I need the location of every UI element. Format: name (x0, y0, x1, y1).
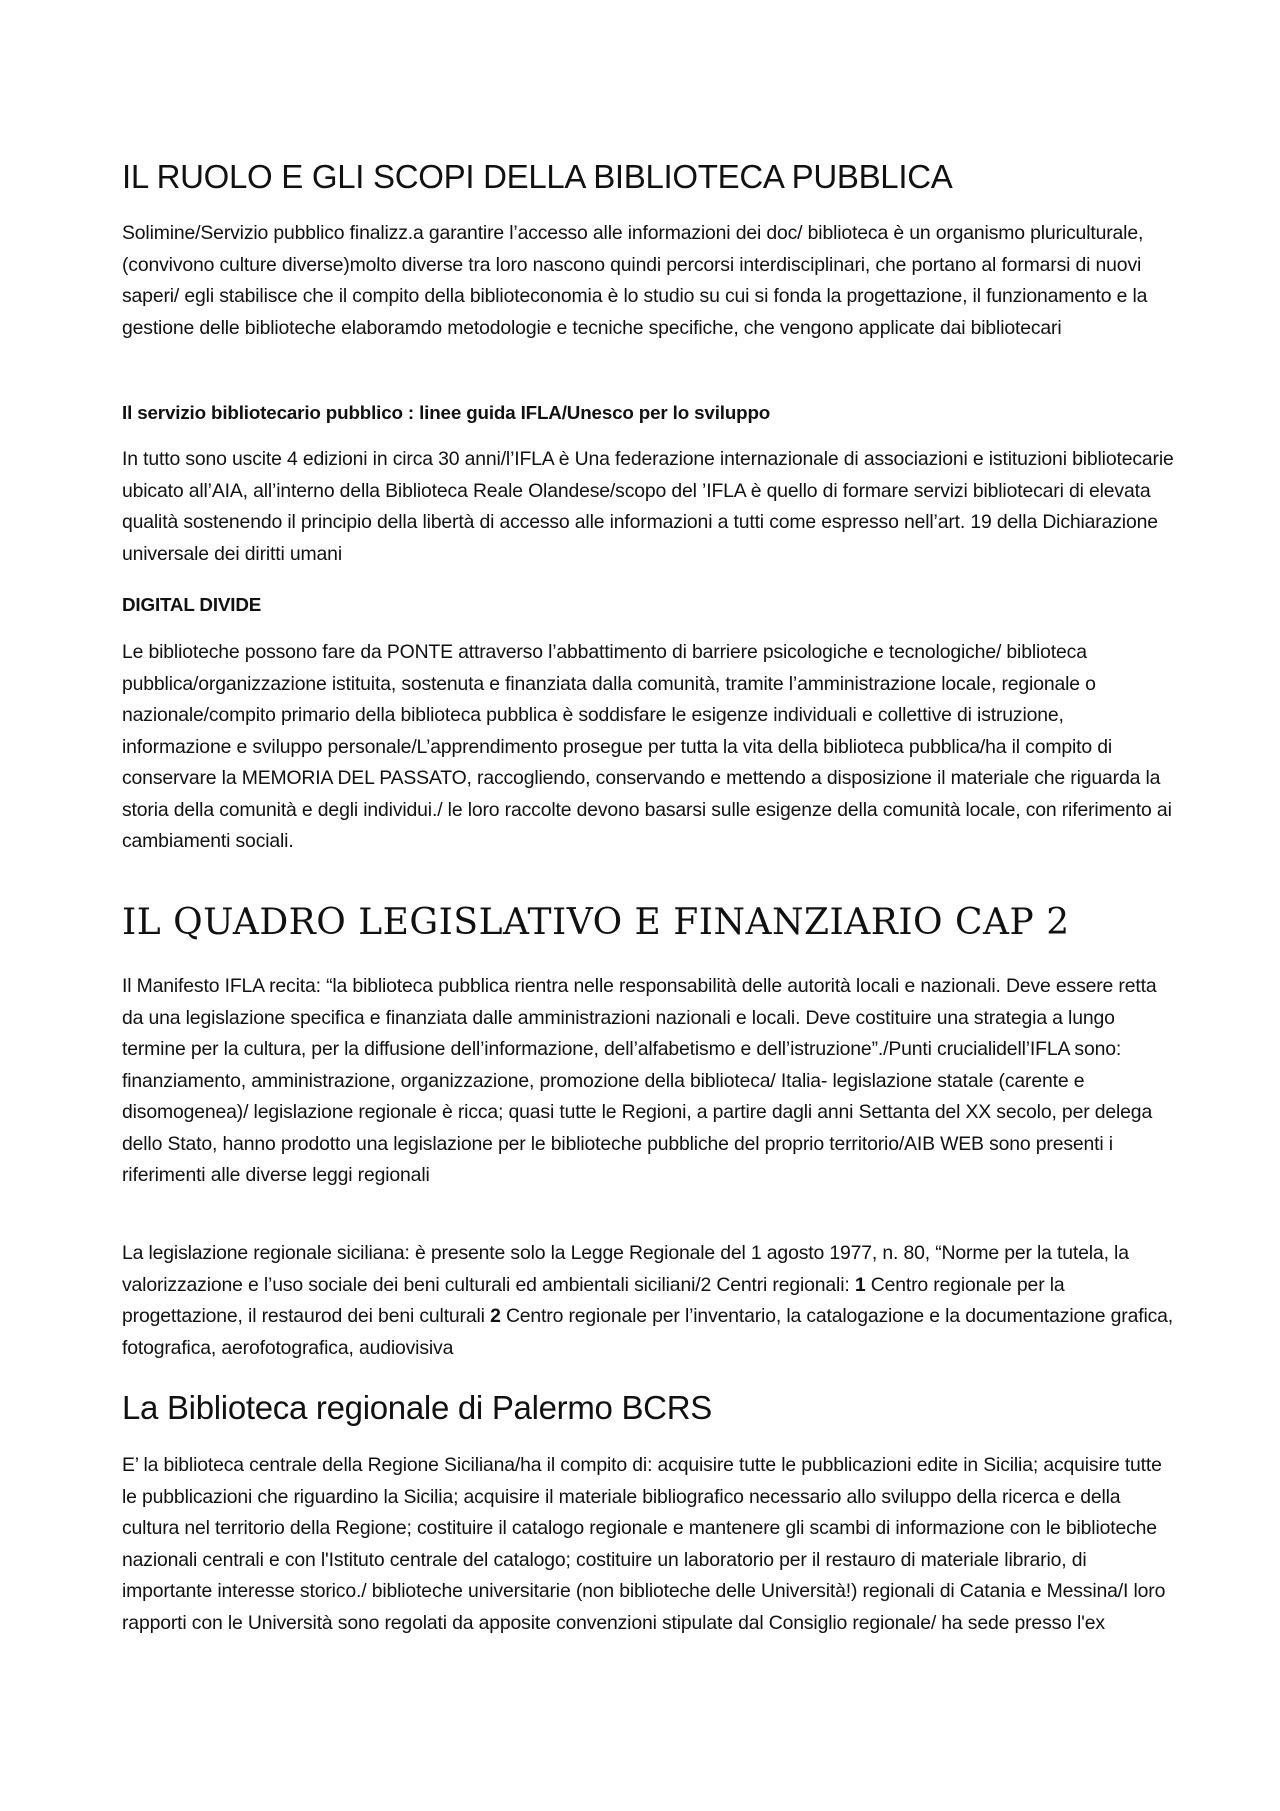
paragraph-manifesto-ifla: Il Manifesto IFLA recita: “la biblioteca pubblica rientra nelle responsabilità delle autorità locali e nazionali. Deve essere retta da una legislazione specifica e finanziata dalle amministrazioni nazionali e locali. Deve costituire una strategia a lungo termine per la cultura, per la diffusione dell’informazione, dell’alfabetismo e dell’istruzione”./Punti crucialidell’IFLA sono: finanziamento, amministrazione, organizzazione, promozione della biblioteca/ Italia- legislazione statale (carente e disomogenea)/ legislazione regionale è ricca; quasi tutte le Regioni, a partire dagli anni Settanta del XX secolo, per delega dello Stato, hanno prodotto una legislazione per le biblioteche pubbliche del proprio territorio/AIB WEB sono presenti i riferimenti alle diverse leggi regionali (122, 975, 1157, 1186)
paragraph-solimine: Solimine/Servizio pubblico finalizz.a garantire l’accesso alle informazioni dei doc/ biblioteca è un organismo pluriculturale, (convivono culture diverse)molto diverse tra loro nascono quindi percorsi interdisciplinari, che portano al formarsi di nuovi saperi/ egli stabilisce che il compito della biblioteconomia è lo studio su cui si fonda la progettazione, il funzionamento e la gestione delle biblioteche elaboramdo metodologie e tecniche specifiche, che vengono applicate dai bibliotecari (122, 222, 1148, 339)
heading-ruolo-scopi: IL RUOLO E GLI SCOPI DELLA BIBLIOTECA PUBBLICA (122, 158, 953, 195)
text-segment: Centro regionale per la progettazione, il restaurod dei beni culturali (122, 1273, 1065, 1327)
paragraph-legislazione-siciliana (122, 1238, 1174, 1364)
paragraph-bcrs: E’ la biblioteca centrale della Regione Siciliana/ha il compito di: acquisire tutte le pubblicazioni edite in Sicilia; acquisire tutte le pubblicazioni che riguardino la Sicilia; acquisire il materiale bibliografico necessario allo sviluppo della ricerca e della cultura nel territorio della Regione; costituire il catalogo regionale e mantenere gli scambi di informazione con le biblioteche nazionali centrali e con l'Istituto centrale del catalogo; costituire un laboratorio per il restauro di materiale librario, di importante interesse storico./ biblioteche universitarie (non biblioteche delle Università!) regionali di Catania e Messina/I loro rapporti con le Università sono regolati da apposite convenzioni stipulate dal Consiglio regionale/ ha sede presso l'ex (122, 1454, 1166, 1634)
subheading-digital-divide: DIGITAL DIVIDE (122, 594, 262, 615)
paragraph-ponte: Le biblioteche possono fare da PONTE attraverso l’abbattimento di barriere psicologiche e tecnologiche/ biblioteca pubblica/organizzazione istituita, sostenuta e finanziata dalla comunità, tramite l’amministrazione locale, regionale o nazionale/compito primario della biblioteca pubblica è soddisfare le esigenze individuali e collettive di istruzione, informazione e sviluppo personale/L’apprendimento prosegue per tutta la vita della biblioteca pubblica/ha il compito di conservare la MEMORIA DEL PASSATO, raccogliendo, conservando e mettendo a disposizione il materiale che riguarda la storia della comunità e degli individui./ le loro raccolte devono basarsi sulle esigenze della comunità locale, con riferimento ai cambiamenti sociali. (122, 641, 1172, 852)
text-segment: La legislazione regionale siciliana: è presente solo la Legge Regionale del 1 agosto 1977, n. 80, “Norme per la tutela, la valorizzazione e l’uso sociale dei beni culturali ed ambientali siciliani/2 Centri regionali: (122, 1242, 1129, 1296)
heading-quadro-legislativo: IL QUADRO LEGISLATIVO E FINANZIARIO CAP 2 (122, 902, 1070, 943)
text-segment: Centro regionale per l’inventario, la catalogazione e la documentazione grafica, fotografica, aerofotografica, audiovisiva (122, 1305, 1174, 1359)
heading-biblioteca-regionale: La Biblioteca regionale di Palermo BCRS (122, 1389, 712, 1426)
list-number: 2 (490, 1305, 501, 1327)
subheading-servizio-bibliotecario: Il servizio bibliotecario pubblico : linee guida IFLA/Unesco per lo sviluppo (122, 402, 771, 423)
list-number: 1 (854, 1273, 866, 1296)
paragraph-ifla: In tutto sono uscite 4 edizioni in circa 30 anni/l’IFLA è Una federazione internazionale di associazioni e istituzioni bibliotecarie ubicato all’AIA, all’interno della Biblioteca Reale Olandese/scopo del ’IFLA è quello di formare servizi bibliotecari di elevata qualità sostenendo il principio della libertà di accesso alle informazioni a tutti come espresso nell’art. 19 della Dichiarazione universale dei diritti umani (122, 448, 1174, 565)
